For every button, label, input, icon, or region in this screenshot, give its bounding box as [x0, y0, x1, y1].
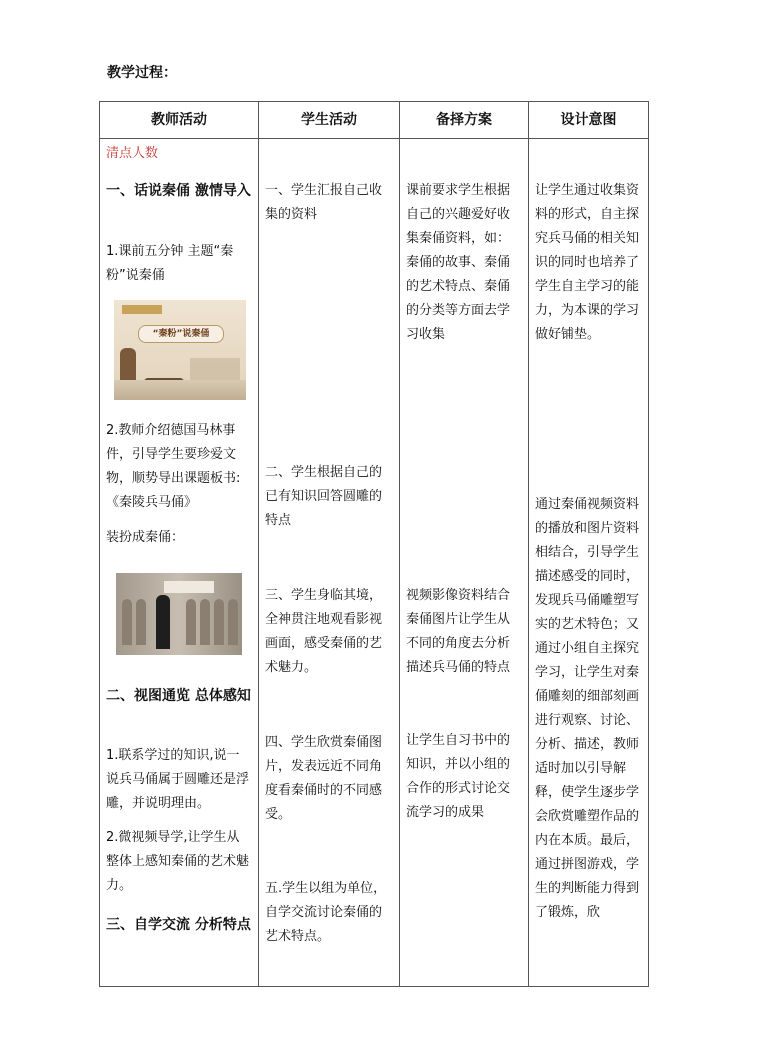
student-item-1: 一、学生汇报自己收集的资料	[265, 183, 383, 222]
lesson-process-table	[99, 101, 649, 987]
statue-shape	[200, 599, 210, 645]
alternative-item-3: 让学生自习书中的知识，并以小组的合作的形式讨论交流学习的成果	[406, 733, 511, 820]
header-alternative-plan: 备择方案	[400, 102, 529, 139]
person-figure	[156, 595, 170, 649]
roll-call-text: 清点人数	[106, 146, 159, 161]
teacher-item-2: 2.教师介绍德国马林事件，引导学生要珍爱文物，顺势导出课题板书:《秦陵兵马俑》	[106, 423, 241, 510]
alternative-item-2: 视频影像资料结合秦俑图片让学生从不同的角度去分析描述兵马俑的特点	[406, 588, 511, 675]
intent-item-1: 让学生通过收集资料的形式，自主探究兵马俑的相关知识的同时也培养了学生自主学习的能力，为本课的学习做好铺垫。	[535, 183, 640, 342]
student-item-5: 五.学生以组为单位，自学交流讨论秦俑的艺术特点。	[265, 881, 387, 944]
statue-shape	[228, 599, 238, 645]
photo-caption-plate	[164, 581, 214, 593]
statue-shape	[214, 599, 224, 645]
page-heading: 教学过程：	[107, 65, 177, 81]
header-design-intent: 设计意图	[529, 102, 649, 139]
table-body-row	[100, 139, 649, 987]
terracotta-army-photo	[116, 573, 242, 655]
teacher-item-1: 1.课前五分钟 主题“秦粉”说秦俑	[106, 244, 234, 283]
table-header-row	[100, 102, 649, 139]
section3-title: 三、自学交流 分析特点	[106, 917, 251, 933]
teacher-item-3: 1.联系学过的知识,说一说兵马俑属于圆雕还是浮雕，并说明理由。	[106, 748, 250, 811]
header-teacher-activity: 教师活动	[100, 102, 259, 139]
alternative-plan-cell	[400, 139, 529, 987]
teacher-item-4: 2.微视频导学,让学生从整体上感知秦俑的艺术魅力。	[106, 830, 250, 893]
qin-fans-slide-image	[114, 300, 246, 400]
slide-title-band: “秦粉”说秦俑	[138, 325, 224, 343]
intent-item-2: 通过秦俑视频资料的播放和图片资料相结合，引导学生描述感受的同时，发现兵马俑雕塑写实的艺术特色；又通过小组自主探究学习，让学生对秦俑雕刻的细部刻画进行观察、讨论、分析、描述，教师适时加以引导解释，使学生逐步学会欣赏雕塑作品的内在本质。最后，通过拼图游戏，学生的判断能力得到了锻炼，欣	[535, 497, 640, 920]
student-item-3: 三、学生身临其境，全神贯注地观看影视画面，感受秦俑的艺术魅力。	[265, 588, 383, 675]
student-activity-cell	[259, 139, 400, 987]
teacher-activity-cell	[100, 139, 259, 987]
alternative-item-1: 课前要求学生根据自己的兴趣爱好收集秦俑资料，如：秦俑的故事、秦俑的艺术特点、秦俑的分类等方面去学习收集	[406, 183, 511, 342]
statue-shape	[136, 599, 146, 645]
design-intent-cell	[529, 139, 649, 987]
statue-shape	[186, 599, 196, 645]
student-item-2: 二、学生根据自己的已有知识回答圆雕的特点	[265, 465, 383, 528]
student-item-4: 四、学生欣赏秦俑图片，发表远近不同角度看秦俑时的不同感受。	[265, 735, 383, 822]
section1-title: 一、话说秦俑 激情导入	[106, 183, 251, 199]
ground-shape	[114, 380, 246, 400]
slide-tag-shape	[122, 305, 162, 314]
statue-shape	[122, 599, 132, 645]
dressup-text: 装扮成秦俑：	[106, 530, 185, 545]
header-student-activity: 学生活动	[259, 102, 400, 139]
section2-title: 二、视图通览 总体感知	[106, 688, 251, 704]
